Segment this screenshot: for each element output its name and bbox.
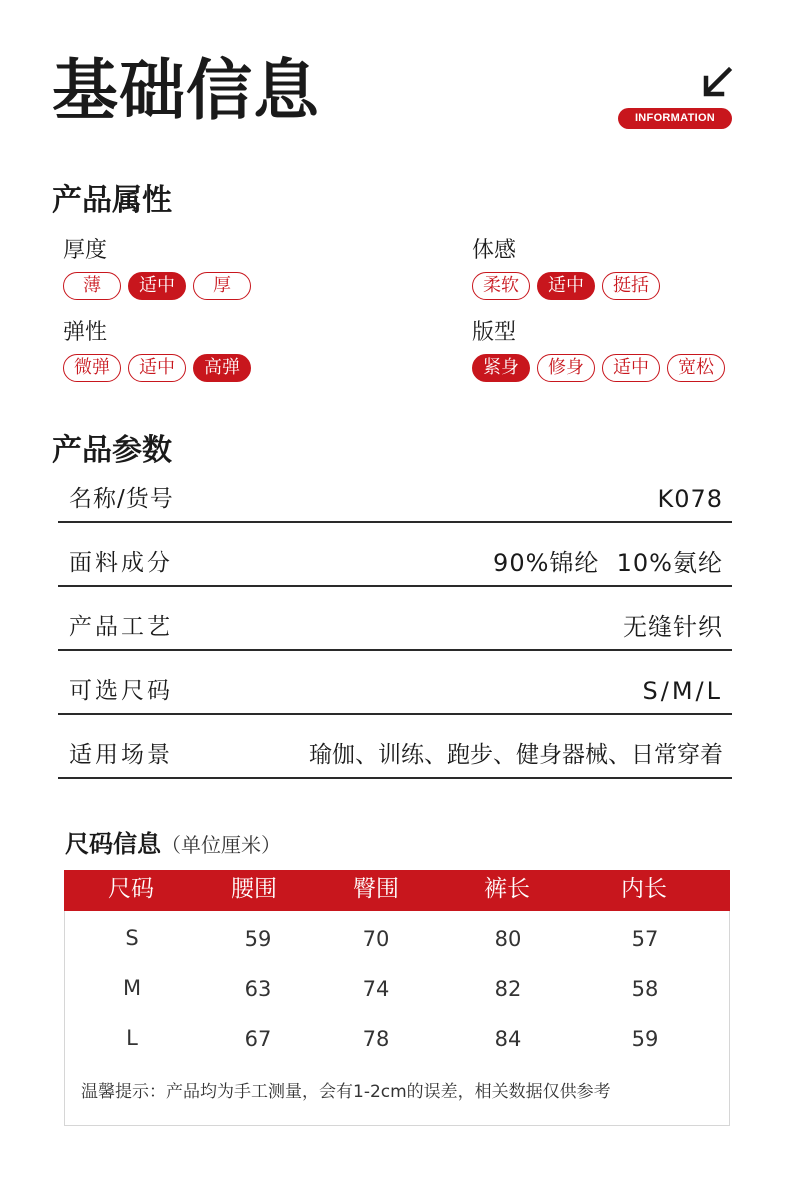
param-row: [58, 523, 732, 587]
option-pill: 宽松: [667, 354, 725, 382]
option-row: [63, 354, 251, 382]
column-header: 内长: [621, 876, 667, 902]
param-row: [58, 715, 732, 779]
attr-label: 厚度: [63, 238, 108, 263]
table-cell: M: [122, 976, 142, 1000]
attr-group-feel: [472, 240, 660, 300]
column-header: 尺码: [108, 876, 154, 902]
table-cell: 74: [362, 977, 390, 1001]
param-row: [58, 474, 732, 523]
option-row: [472, 272, 660, 300]
option-row: [63, 272, 251, 300]
param-row: [58, 651, 732, 715]
param-value: 瑜伽、训练、跑步、健身器械、日常穿着: [309, 742, 723, 768]
column-header: 裤长: [484, 876, 530, 902]
option-pill: 适中: [128, 354, 186, 382]
option-pill: 适中: [128, 272, 186, 300]
information-badge: INFORMATION: [618, 108, 732, 129]
table-cell: 67: [244, 1027, 272, 1051]
table-cell: L: [126, 1026, 138, 1050]
option-pill: 修身: [537, 354, 595, 382]
param-value: 90%锦纶 10%氨纶: [493, 549, 723, 577]
attr-group-elasticity: [63, 322, 251, 382]
table-cell: 78: [362, 1027, 390, 1051]
option-pill: 紧身: [472, 354, 530, 382]
params-section-title: 产品参数: [52, 433, 172, 468]
attr-label: 版型: [472, 320, 517, 345]
option-pill: 柔软: [472, 272, 530, 300]
size-section-title: [65, 832, 281, 856]
attr-label: 体感: [472, 238, 517, 263]
table-cell: 82: [494, 977, 522, 1001]
table-cell: S: [125, 926, 139, 950]
option-pill: 高弹: [193, 354, 251, 382]
param-label: 名称/货号: [69, 486, 174, 512]
attributes-section-title: 产品属性: [52, 183, 172, 218]
param-value: 无缝针织: [623, 613, 723, 641]
param-label: 适用场景: [69, 742, 173, 768]
size-table-header: [64, 870, 730, 911]
table-cell: 59: [631, 1027, 659, 1051]
table-cell: 59: [244, 927, 272, 951]
size-table: [64, 870, 730, 1126]
attr-group-fit: [472, 322, 725, 382]
param-label: 产品工艺: [69, 614, 173, 640]
table-cell: 84: [494, 1027, 522, 1051]
size-title-text: 尺码信息: [65, 830, 161, 858]
param-label: 可选尺码: [69, 678, 173, 704]
option-pill: 适中: [602, 354, 660, 382]
table-cell: 58: [631, 977, 659, 1001]
size-unit-text: （单位厘米）: [161, 833, 281, 857]
measurement-note: 温馨提示：产品均为手工测量，会有1-2cm的误差，相关数据仅供参考: [81, 1082, 611, 1102]
column-header: 腰围: [231, 876, 277, 902]
table-cell: 57: [631, 927, 659, 951]
option-pill: 适中: [537, 272, 595, 300]
attr-label: 弹性: [63, 320, 108, 345]
arrow-down-left-icon: [700, 66, 734, 100]
table-cell: 80: [494, 927, 522, 951]
table-cell: 63: [244, 977, 272, 1001]
option-pill: 薄: [63, 272, 121, 300]
param-row: [58, 587, 732, 651]
option-pill: 微弹: [63, 354, 121, 382]
option-pill: 挺括: [602, 272, 660, 300]
attr-group-thickness: [63, 240, 251, 300]
param-label: 面料成分: [69, 550, 173, 576]
column-header: 臀围: [353, 876, 399, 902]
param-value: S/M/L: [642, 677, 723, 705]
option-pill: 厚: [193, 272, 251, 300]
param-value: K078: [657, 485, 723, 513]
page-title: 基础信息: [52, 52, 320, 129]
params-list: [58, 474, 732, 779]
option-row: [472, 354, 725, 382]
table-cell: 70: [362, 927, 390, 951]
